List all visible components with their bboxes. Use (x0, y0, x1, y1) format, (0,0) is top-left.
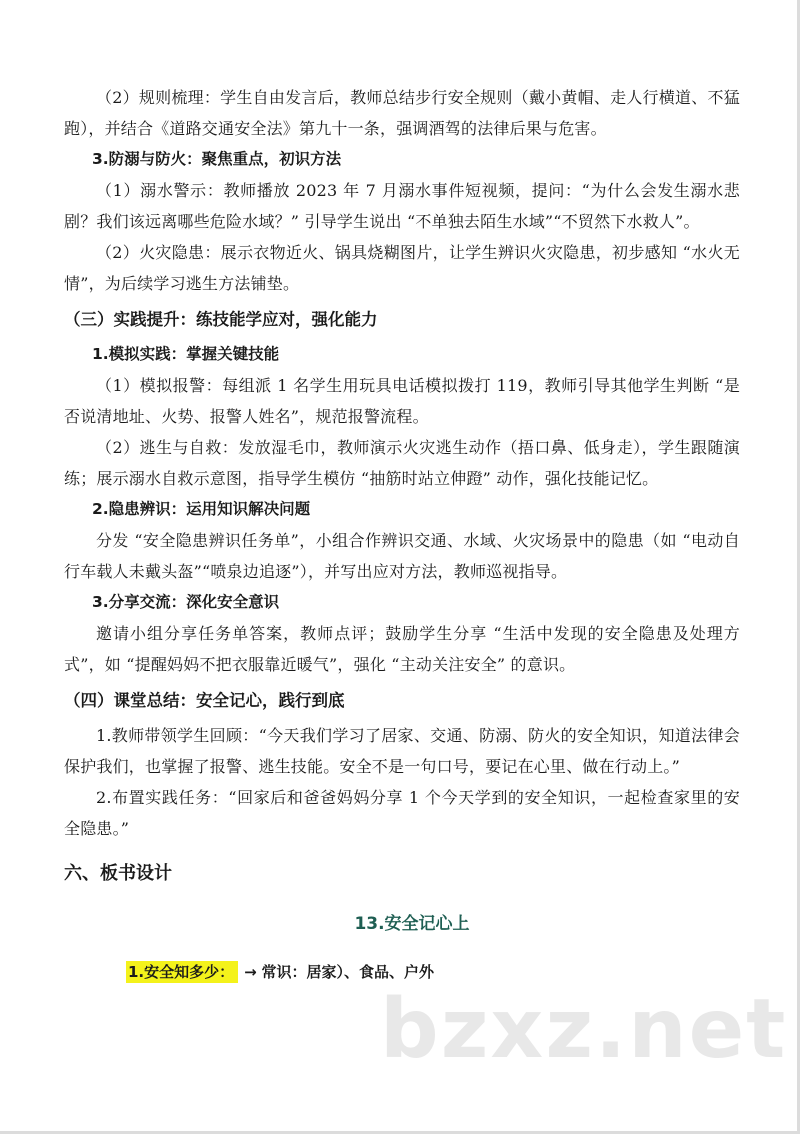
heading-sharing: 3.分享交流：深化安全意识 (92, 593, 280, 611)
document-body (64, 82, 740, 986)
chapter-heading-board-design: 六、板书设计 (64, 863, 172, 884)
paragraph-task-sheet: 分发 “安全隐患辨识任务单”，小组合作辨识交通、水域、火灾场景中的隐患（如 “电动自行车载人未戴头盔”“喷泉边追逐”），并写出应对方法，教师巡视指导。 (64, 531, 740, 581)
heading-drowning-fire: 3.防溺与防火：聚焦重点，初识方法 (92, 150, 342, 168)
paragraph-review: 1.教师带领学生回顾：“今天我们学习了居家、交通、防溺、防火的安全知识，知道法律会保护我们，也掌握了报警、逃生技能。安全不是一句口号，要记在心里、做在行动上。” (64, 726, 740, 776)
paragraph-fire-hazard: （2）火灾隐患：展示衣物近火、锅具烧糊图片，让学生辨识火灾隐患，初步感知 “水火无情”，为后续学习逃生方法铺垫。 (64, 243, 740, 293)
section-heading-practice: （三）实践提升：练技能学应对，强化能力 (64, 310, 378, 329)
paragraph-sharing: 邀请小组分享任务单答案，教师点评；鼓励学生分享 “生活中发现的安全隐患及处理方式”，如 “提醒妈妈不把衣服靠近暖气”，强化 “主动关注安全” 的意识。 (64, 624, 740, 674)
board-row-content: 常识：居家）、食品、户外 (261, 963, 435, 981)
arrow-right-icon: → (244, 963, 257, 981)
paragraph-drowning-warning: （1）溺水警示：教师播放 2023 年 7 月溺水事件短视频，提问：“为什么会发生溺水悲剧？我们该远离哪些危险水域？” 引导学生说出 “不单独去陌生水域”“不贸然下水救人”。 (64, 181, 740, 231)
board-highlight-label: 1.安全知多少： (126, 961, 238, 983)
watermark: bzxz.net (380, 982, 788, 1077)
section-heading-summary: （四）课堂总结：安全记心，践行到底 (64, 691, 345, 710)
paragraph-rules-review: （2）规则梳理：学生自由发言后，教师总结步行安全规则（戴小黄帽、走人行横道、不猛跑），并结合《道路交通安全法》第九十一条，强调酒驾的法律后果与危害。 (64, 88, 740, 138)
paragraph-simulated-call: （1）模拟报警：每组派 1 名学生用玩具电话模拟拨打 119，教师引导其他学生判断 “是否说清地址、火势、报警人姓名”，规范报警流程。 (64, 376, 740, 426)
heading-hazard-identification: 2.隐患辨识：运用知识解决问题 (92, 500, 311, 518)
paragraph-escape-selfrescue: （2）逃生与自救：发放湿毛巾，教师演示火灾逃生动作（捂口鼻、低身走），学生跟随演练；展示溺水自救示意图，指导学生模仿 “抽筋时站立伸蹬” 动作，强化技能记忆。 (64, 438, 740, 488)
paragraph-homework: 2.布置实践任务：“回家后和爸爸妈妈分享 1 个今天学到的安全知识，一起检查家里的安全隐患。” (64, 788, 740, 838)
board-title: 13.安全记心上 (354, 914, 470, 934)
heading-simulation: 1.模拟实践：掌握关键技能 (92, 345, 280, 363)
